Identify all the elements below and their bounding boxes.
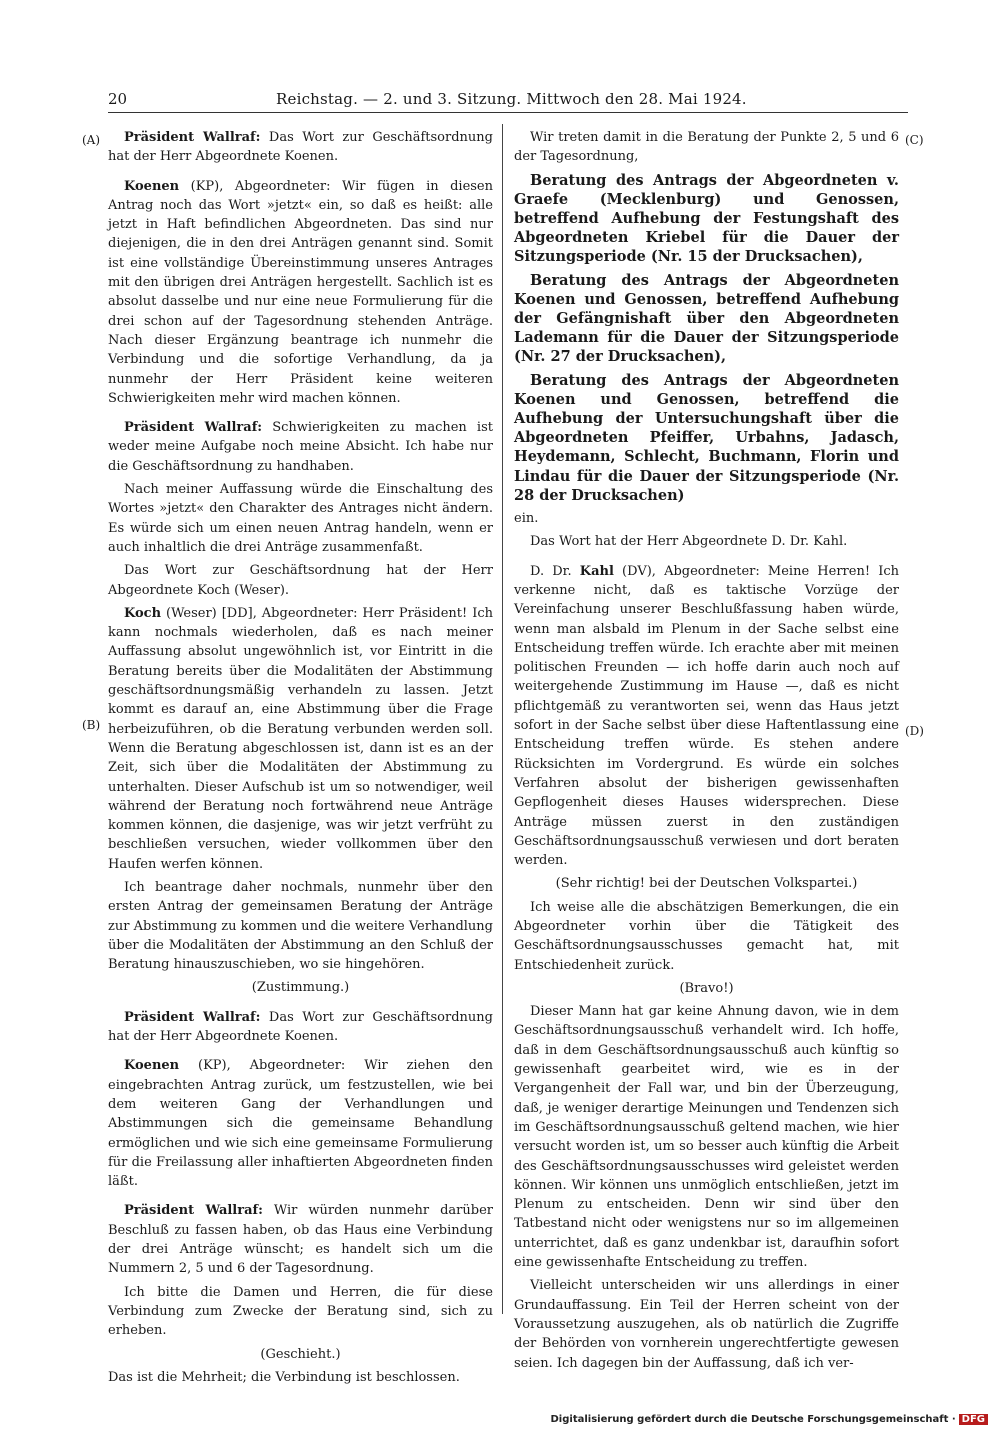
speech-text: (DV), Abgeordneter: Meine Herren! Ich verkenne nicht, daß es taktische Vorzüge der Vereinfachung unserer Beschlußfassung haben würde, wenn man alsbald im Plenum in der Sache selbst eine Entscheidung treffen würde. Ich erachte aber mit meinen politischen Freunden — ich hoffe darin auch noch auf weitergehende Zustimmung im Hause —, daß es nicht pflichtgemäß zu verantworten sei, wenn das Haus jetzt sofort in der Sache selbst über diese Haftentlassung eine Entscheidung treffen würde. Es stehen andere Rücksichten im Vordergrund. Es würde ein solches Verfahren absolut der bisherigen gewissenhaften Gepflogenheit dieses Hauses widersprechen. Diese Anträge müssen zuerst in den zuständigen Geschäftsordnungsausschuß verwiesen und dort beraten werden. xyxy=(514,563,899,869)
paragraph xyxy=(108,604,493,874)
speaker-name: Präsident Wallraf: xyxy=(124,420,263,436)
paragraph: Das Wort hat der Herr Abgeordnete D. Dr. Kahl. xyxy=(530,534,848,550)
speech-text: (Weser) [DD], Abgeordneter: Herr Präsident! Ich kann nochmals wiederholen, daß es nach meiner Auffassung absolut ungewöhnlich ist, vor Eintritt in die Beratung bereits über die Modalitäten der Abstimmung geschäftsordnungsmäßig verhandeln zu lassen. Jetzt kommt es darauf an, eine Abstimmung über die Frage herbeizuführen, ob die Beratung verbunden werden soll. Wenn die Beratung abgeschlossen ist, dann ist es an der Zeit, sich über die Modalitäten der Abstimmung zu unterhalten. Dieser Aufschub ist um so notwendiger, weil während der Beratung noch fortwährend neue Anträge kommen können, die dasjenige, was wir jetzt verfrüht zu beschließen versuchen, wieder vollkommen über den Haufen werfen können. xyxy=(108,605,493,872)
paragraph xyxy=(514,562,899,871)
margin-marker-b: (B) xyxy=(82,718,101,732)
footer-text: Digitalisierung gefördert durch die Deutsche Forschungsgemeinschaft xyxy=(550,1414,949,1425)
paragraph xyxy=(108,1056,493,1191)
paragraph: Vielleicht unterscheiden wir uns allerdings in einer Grundauffassung. Ein Teil der Herren scheint von der Voraussetzung auszugehen, als ob natürlich die Zugriffe der Behörden von vornherein ungerechtfertigte gewesen seien. Ich dagegen bin der Auffassung, daß ich ver- xyxy=(514,1278,899,1371)
paragraph: Ich beantrage daher nochmals, nunmehr über den ersten Antrag der gemeinsamen Beratung der Anträge zur Abstimmung zu kommen und die weitere Verhandlung über die Modalitäten der Abstimmung an den Schluß der Beratung hinauszuschieben, wo sie hingehören. xyxy=(108,879,493,973)
speech-text: Schwierigkeiten zu machen ist weder meine Aufgabe noch meine Absicht. Ich habe nur die Geschäftsordnung zu handhaben. xyxy=(108,420,493,474)
agenda-item: Beratung des Antrags der Abgeordneten v. Graefe (Mecklenburg) und Genossen, betreffend Aufhebung der Festungshaft des Abgeordneten Kriebel für die Dauer der Sitzungsperiode (Nr. 15 der Drucksachen), xyxy=(514,171,899,266)
speech-text: (KP), Abgeordneter: Wir ziehen den eingebrachten Antrag zurück, um festzustellen, wie bei dem weiteren Gang der Verhandlungen und Abstimmungen sich die gemeinsame Behandlung ermöglichen und wie sich eine gemeinsame Formulierung für die Freilassung aller inhaftierten Abgeordneten finden läßt. xyxy=(108,1058,493,1190)
margin-marker-c: (C) xyxy=(905,133,924,147)
paragraph: Ich bitte die Damen und Herren, die für diese Verbindung zum Zwecke der Beratung sind, sich zu erheben. xyxy=(108,1284,493,1339)
left-column xyxy=(108,128,493,1391)
interjection: (Zustimmung.) xyxy=(251,980,350,996)
paragraph xyxy=(108,177,493,409)
paragraph xyxy=(108,128,493,167)
speaker-name: Koch xyxy=(124,605,162,621)
interjection: (Sehr richtig! bei der Deutschen Volkspartei.) xyxy=(555,876,858,892)
paragraph: ein. xyxy=(514,511,539,527)
speech-text: (KP), Abgeordneter: Wir fügen in diesen Antrag noch das Wort »jetzt« ein, so daß es heißt: alle jetzt in Haft befindlichen Abgeordneten. Das sind nur diejenigen, die in den drei Anträgen genannt sind. Somit ist eine vollständige Übereinstimmung unseres Antrages mit den übrigen drei Anträgen hergestellt. Sachlich ist es absolut dasselbe und nur eine neue Formulierung für die drei schon auf der Tagesordnung stehenden Anträge. Nach dieser Ergänzung beantrage ich nunmehr die Verbindung und die sofortige Verhandlung, da ja nunmehr der Herr Präsident keine weiteren Schwierigkeiten mehr wird machen können. xyxy=(108,178,493,406)
digitization-footer: Digitalisierung gefördert durch die Deutsche Forschungsgemeinschaft · DFG xyxy=(551,1414,989,1425)
paragraph: Wir treten damit in die Beratung der Punkte 2, 5 und 6 der Tagesordnung, xyxy=(514,130,899,165)
speech-text: Das Wort zur Geschäftsordnung hat der Herr Abgeordnete Koenen. xyxy=(108,1009,493,1045)
speaker-name: Koenen xyxy=(124,1058,180,1074)
paragraph: Das Wort zur Geschäftsordnung hat der Herr Abgeordnete Koch (Weser). xyxy=(108,563,493,598)
paragraph xyxy=(108,418,493,476)
paragraph: Ich weise alle die abschätzigen Bemerkungen, die ein Abgeordneter vorhin über die Tätigkeit des Geschäftsordnungsausschusses gemacht hat, mit Entschiedenheit zurück. xyxy=(514,899,899,973)
speech-text: Wir würden nunmehr darüber Beschluß zu fassen haben, ob das Haus eine Verbindung der drei Anträge wünscht; es handelt sich um die Nummern 2, 5 und 6 der Tagesordnung. xyxy=(108,1203,493,1277)
right-column xyxy=(514,128,899,1377)
speaker-name: Kahl xyxy=(579,563,614,579)
speaker-name: Präsident Wallraf: xyxy=(124,1009,261,1025)
agenda-item: Beratung des Antrags der Abgeordneten Koenen und Genossen, betreffend Aufhebung der Gefängnishaft über den Abgeordneten Lademann für die Dauer der Sitzungsperiode (Nr. 27 der Drucksachen), xyxy=(514,271,899,366)
page-header xyxy=(108,90,908,113)
paragraph: Nach meiner Auffassung würde die Einschaltung des Wortes »jetzt« den Charakter des Antrages nicht ändern. Es würde sich um einen neuen Antrag handeln, wenn er auch inhaltlich die drei Anträge zusammenfaßt. xyxy=(108,482,493,555)
paragraph xyxy=(108,1201,493,1278)
margin-marker-a: (A) xyxy=(82,133,101,147)
speaker-name: Koenen xyxy=(124,178,180,194)
column-divider xyxy=(502,124,503,1314)
margin-marker-d: (D) xyxy=(905,724,924,738)
speaker-name: Präsident Wallraf: xyxy=(124,1203,263,1219)
speaker-name: Präsident Wallraf: xyxy=(124,130,261,145)
speech-text: Das Wort zur Geschäftsordnung hat der Herr Abgeordnete Koenen. xyxy=(108,130,493,165)
running-title: Reichstag. — 2. und 3. Sitzung. Mittwoch den 28. Mai 1924. xyxy=(276,90,747,108)
dfg-logo: DFG xyxy=(959,1414,988,1425)
speaker-title: D. Dr. xyxy=(530,563,580,579)
paragraph: Dieser Mann hat gar keine Ahnung davon, wie in dem Geschäftsordnungsausschuß verhandelt wird. Ich hoffe, daß in dem Geschäftsordnungsausschuß auch künftig so gewissenhaft gearbeitet wird, wie es in der Vergangenheit der Fall war, und bin der Überzeugung, daß, je weniger derartige Meinungen und Tendenzen sich im Geschäftsordnungsausschuß geltend machen, wie hier versucht worden ist, um so besser auch künftig die Arbeit des Geschäftsordnungsausschusses wird geleistet werden können. Wir können uns unmöglich entschließen, jetzt im Plenum zu entscheiden. Denn wir sind über den Tatbestand nicht oder wenigstens nur so im allgemeinen unterrichtet, daß es ganz undenkbar ist, daraufhin sofort eine gewissenhafte Entscheidung zu treffen. xyxy=(514,1004,899,1271)
interjection: (Bravo!) xyxy=(679,980,734,996)
page-number: 20 xyxy=(108,90,128,108)
interjection: (Geschieht.) xyxy=(260,1346,341,1362)
paragraph xyxy=(108,1008,493,1047)
paragraph: Das ist die Mehrheit; die Verbindung ist beschlossen. xyxy=(108,1369,460,1385)
agenda-item: Beratung des Antrags der Abgeordneten Koenen und Genossen, betreffend die Aufhebung der Untersuchungshaft über die Abgeordneten Pfeiffer, Urbahns, Jadasch, Heydemann, Schlecht, Buchmann, Florin und Lindau für die Dauer der Sitzungsperiode (Nr. 28 der Drucksachen) xyxy=(514,371,899,504)
